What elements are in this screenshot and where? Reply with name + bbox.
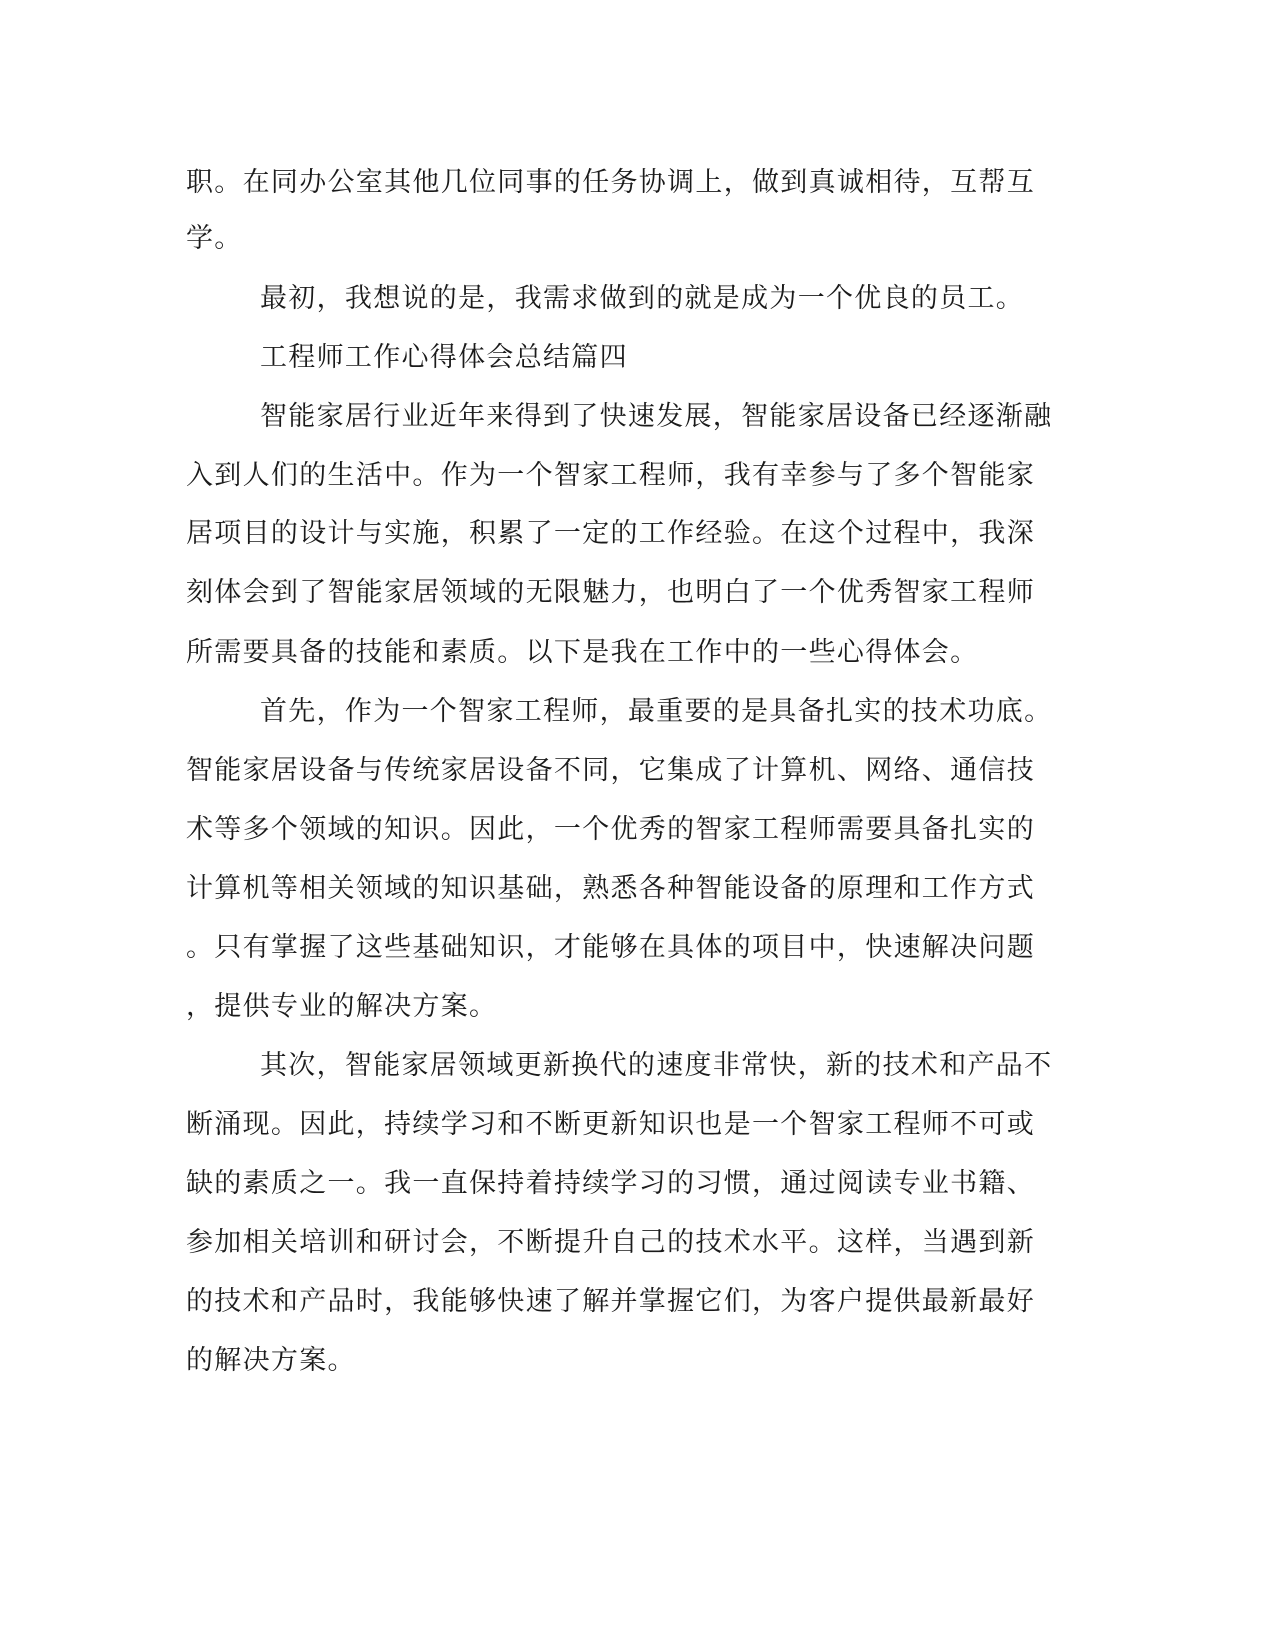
text-line: 职。在同办公室其他几位同事的任务协调上，做到真诚相待，互帮互 [186,167,1035,198]
text-line: 的解决方案。 [186,1345,356,1376]
text-line: 智能家居设备与传统家居设备不同，它集成了计算机、网络、通信技 [186,755,1035,786]
text-line: 所需要具备的技能和素质。以下是我在工作中的一些心得体会。 [186,637,979,668]
text-line: ，提供专业的解决方案。 [186,991,498,1022]
text-line: 断涌现。因此，持续学习和不断更新知识也是一个智家工程师不可或 [186,1109,1035,1140]
text-line: 。只有掌握了这些基础知识，才能够在具体的项目中，快速解决问题 [186,932,1035,963]
text-line: 的技术和产品时，我能够快速了解并掌握它们，为客户提供最新最好 [186,1286,1035,1317]
section-heading: 工程师工作心得体会总结篇四 [260,342,628,373]
text-line: 首先，作为一个智家工程师，最重要的是具备扎实的技术功底。 [260,696,1053,727]
text-line: 计算机等相关领域的知识基础，熟悉各种智能设备的原理和工作方式 [186,873,1035,904]
text-line: 缺的素质之一。我一直保持着持续学习的习惯，通过阅读专业书籍、 [186,1168,1035,1199]
text-line: 术等多个领域的知识。因此，一个优秀的智家工程师需要具备扎实的 [186,814,1035,845]
text-line: 参加相关培训和研讨会，不断提升自己的技术水平。这样，当遇到新 [186,1227,1035,1258]
text-line: 入到人们的生活中。作为一个智家工程师，我有幸参与了多个智能家 [186,460,1035,491]
text-line: 其次，智能家居领域更新换代的速度非常快，新的技术和产品不 [260,1050,1053,1081]
text-line: 刻体会到了智能家居领域的无限魅力，也明白了一个优秀智家工程师 [186,577,1035,608]
text-line: 居项目的设计与实施，积累了一定的工作经验。在这个过程中，我深 [186,518,1035,549]
text-line: 最初，我想说的是，我需求做到的就是成为一个优良的员工。 [260,283,1025,314]
text-line: 学。 [186,223,243,254]
text-line: 智能家居行业近年来得到了快速发展，智能家居设备已经逐渐融 [260,401,1053,432]
